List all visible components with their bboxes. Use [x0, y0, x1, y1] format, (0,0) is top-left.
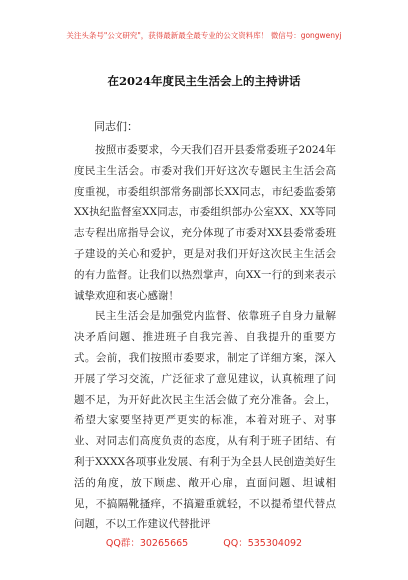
footer	[0, 535, 408, 549]
header-note: 关注头条号"公文研究"，获得最新最全最专业的公文资料库！ 微信号：gongwenyj	[66, 31, 342, 40]
paragraph-1: 按照市委要求，今天我们召开县委常委班子2024年度民主生活会。市委对我们开好这次专题民主生活会高度重视，市委组织部常务副部长XX同志，市纪委监委第XX执纪监督室XX同志，市委组织部办公室XX、XX等同志专程出席指导会议，充分体现了市委对XX县委常委班子建设的关心和爱护，更是对我们开好这次民主生活会的有力监督。让我们以热烈掌声，向XX一行的到来表示诚挚欢迎和衷心感谢！	[74, 144, 336, 302]
paragraph-2: 民主生活会是加强党内监督、依靠班子自身力量解决矛盾问题、推进班子自我完善、自我提升的重要方式。会前，我们按照市委要求，制定了详细方案，深入开展了学习交流，广泛征求了意见建议，认真梳理了问题不足，为开好此次民主生活会做了充分准备。会上，希望大家要坚持更严更实的标准，本着对班子、对事业、对同志们高度负责的态度，从有利于班子团结、有利于XXXX各项事业发展、有利于为全县人民创造美好生活的角度，放下顾虑、敞开心扉，直面问题、坦诚相见，不搞隔靴搔痒，不搞避重就轻，不以提希望代替点问题，不以工作建议代替批评	[74, 310, 336, 531]
salutation: 同志们：	[94, 120, 138, 133]
footer-qq-number: QQ：535304092	[223, 538, 303, 549]
footer-qq-group: QQ群：30265665	[105, 538, 189, 549]
document-body	[74, 140, 336, 535]
document-title: 在2024年度民主生活会上的主持讲话	[107, 74, 301, 88]
